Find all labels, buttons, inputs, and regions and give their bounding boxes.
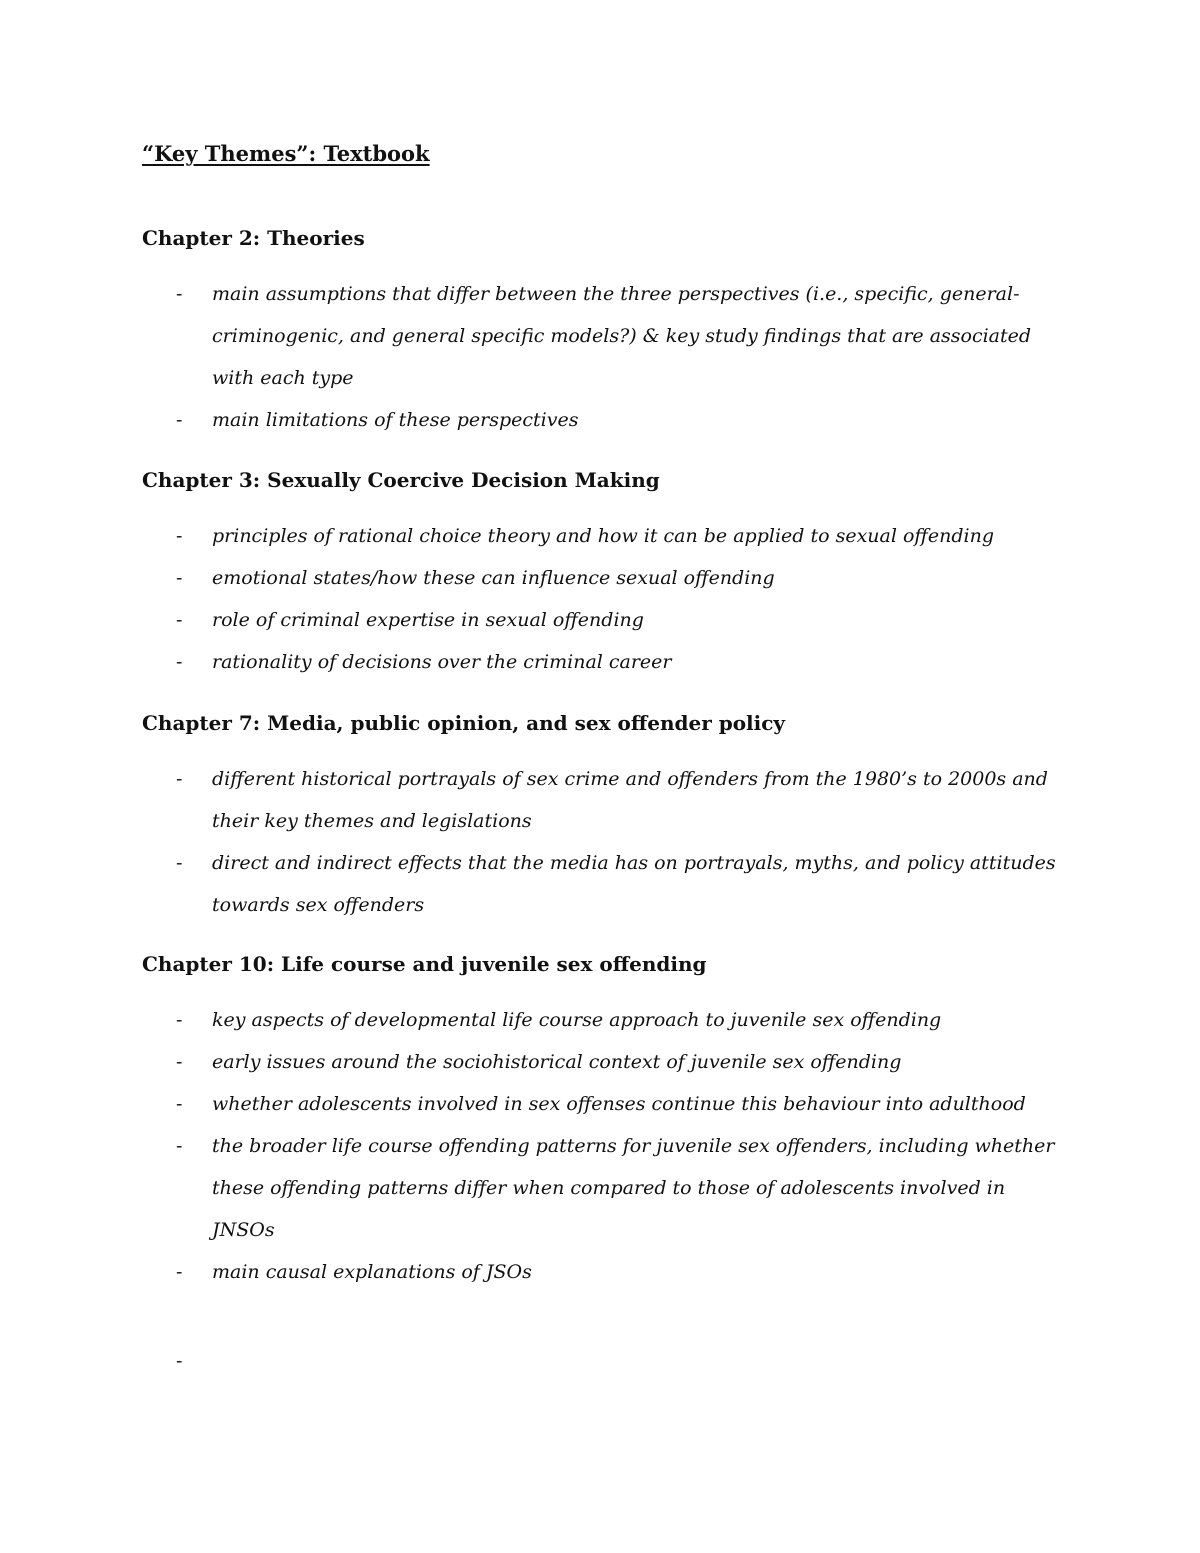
section-chapter-2 bbox=[142, 223, 1062, 441]
bullet-dash: - bbox=[176, 1135, 183, 1157]
section-heading: Chapter 7: Media, public opinion, and sex offender policy bbox=[142, 711, 786, 735]
list-item-text: different historical portrayals of sex crime and offenders from the 1980’s to 2000s and their key themes and legislations bbox=[212, 768, 1048, 832]
section-heading: Chapter 2: Theories bbox=[142, 226, 365, 250]
bullet-dash: - bbox=[176, 1051, 183, 1073]
section-heading: Chapter 3: Sexually Coercive Decision Making bbox=[142, 468, 660, 492]
list-item bbox=[142, 557, 1062, 599]
list-item-text: the broader life course offending patterns for juvenile sex offenders, including whether these offending patterns differ when compared to those of adolescents involved in JNSOs bbox=[212, 1135, 1055, 1241]
list-item-text: main limitations of these perspectives bbox=[212, 409, 579, 431]
list-item bbox=[142, 599, 1062, 641]
list-item bbox=[142, 1041, 1062, 1083]
list-item bbox=[142, 758, 1062, 842]
list-item-text: role of criminal expertise in sexual offending bbox=[212, 609, 644, 631]
list-item-text: early issues around the sociohistorical context of juvenile sex offending bbox=[212, 1051, 902, 1073]
document-title: “Key Themes”: Textbook bbox=[142, 141, 430, 166]
bullet-dash: - bbox=[176, 567, 183, 589]
list-item-text: rationality of decisions over the criminal career bbox=[212, 651, 672, 673]
section-chapter-10 bbox=[142, 949, 1062, 1293]
list-item-text: direct and indirect effects that the media has on portrayals, myths, and policy attitudes towards sex offenders bbox=[212, 852, 1056, 916]
bullet-dash: - bbox=[176, 609, 183, 631]
list-item-text: key aspects of developmental life course approach to juvenile sex offending bbox=[212, 1009, 942, 1031]
list-item bbox=[142, 842, 1062, 926]
bullet-list bbox=[142, 999, 1062, 1293]
list-item bbox=[142, 515, 1062, 557]
list-item bbox=[142, 999, 1062, 1041]
bullet-dash: - bbox=[176, 768, 183, 790]
list-item-text: principles of rational choice theory and how it can be applied to sexual offending bbox=[212, 525, 994, 547]
bullet-dash: - bbox=[176, 651, 183, 673]
list-item bbox=[142, 1083, 1062, 1125]
list-item-text: whether adolescents involved in sex offenses continue this behaviour into adulthood bbox=[212, 1093, 1026, 1115]
bullet-list bbox=[142, 273, 1062, 441]
bullet-list bbox=[142, 758, 1062, 926]
list-item bbox=[142, 1251, 1062, 1293]
list-item bbox=[142, 1125, 1062, 1251]
bullet-dash: - bbox=[176, 409, 183, 431]
list-item-text: main assumptions that differ between the three perspectives (i.e., specific, general-criminogenic, and general specific models?) & key study findings that are associated with each type bbox=[212, 283, 1032, 389]
list-item bbox=[142, 273, 1062, 399]
section-heading: Chapter 10: Life course and juvenile sex offending bbox=[142, 952, 707, 976]
list-item-text: main causal explanations of JSOs bbox=[212, 1261, 532, 1283]
list-item-text: emotional states/how these can influence sexual offending bbox=[212, 567, 775, 589]
bullet-dash: - bbox=[176, 283, 183, 305]
bullet-dash: - bbox=[176, 1009, 183, 1031]
list-item bbox=[142, 641, 1062, 683]
empty-bullet-dash: - bbox=[176, 1350, 183, 1372]
section-chapter-3 bbox=[142, 465, 1062, 683]
list-item bbox=[142, 399, 1062, 441]
section-chapter-7 bbox=[142, 708, 1062, 926]
bullet-dash: - bbox=[176, 1261, 183, 1283]
bullet-list bbox=[142, 515, 1062, 683]
bullet-dash: - bbox=[176, 852, 183, 874]
bullet-dash: - bbox=[176, 525, 183, 547]
bullet-dash: - bbox=[176, 1093, 183, 1115]
